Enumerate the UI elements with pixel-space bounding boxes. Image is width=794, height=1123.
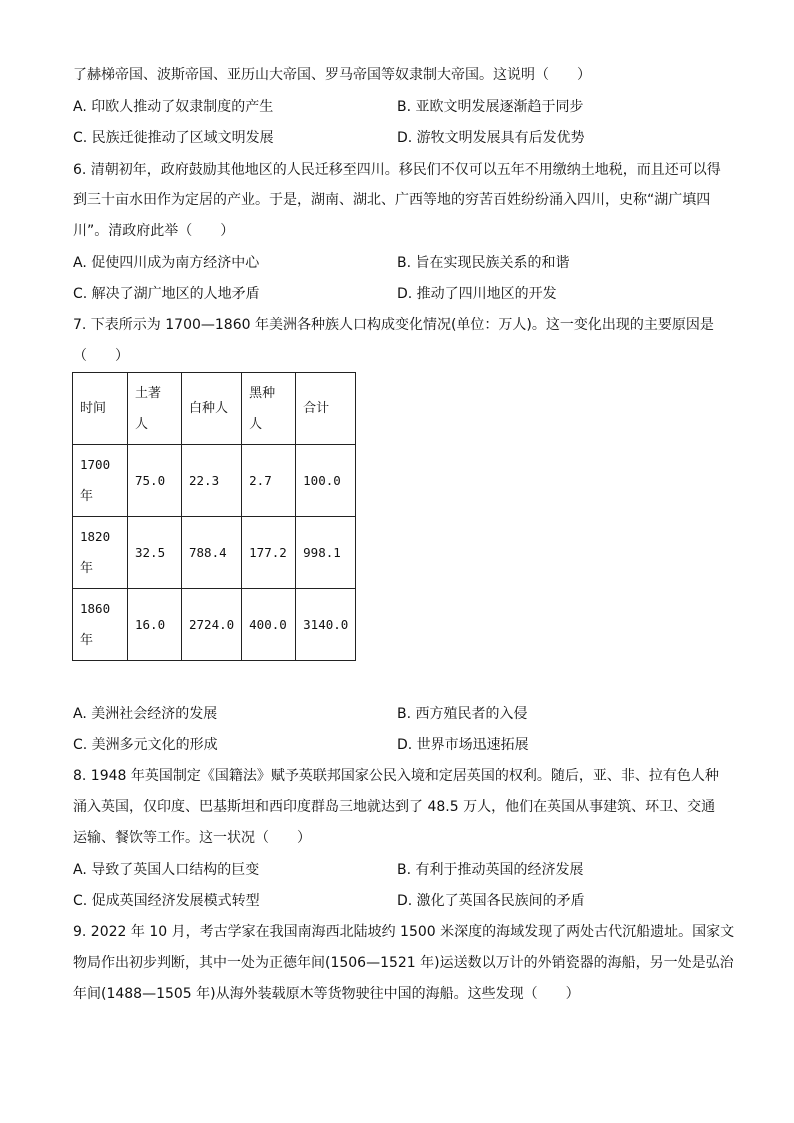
q5-option-c[interactable]: C. 民族迁徙推动了区域文明发展: [73, 130, 274, 146]
table-cell: 2724.0: [182, 589, 242, 661]
table-row: [73, 589, 356, 661]
q8-option-c[interactable]: C. 促成英国经济发展模式转型: [73, 893, 260, 909]
q7-stem-line-2: （ ）: [73, 348, 129, 364]
table-cell: 400.0: [242, 589, 296, 661]
q5-option-a[interactable]: A. 印欧人推动了奴隶制度的产生: [73, 99, 274, 115]
table-header-cell: 时间: [73, 373, 128, 445]
table-cell: 22.3: [182, 445, 242, 517]
table-header-cell: 白种人: [182, 373, 242, 445]
q6-option-b[interactable]: B. 旨在实现民族关系的和谐: [397, 255, 570, 271]
table-cell: 16.0: [128, 589, 182, 661]
q6-stem-line-2: 到三十亩水田作为定居的产业。于是，湖南、湖北、广西等地的穷苦百姓纷纷涌入四川，史称“湖广填四: [73, 192, 711, 208]
table-header-cell: 土著 人: [128, 373, 182, 445]
q7-option-d[interactable]: D. 世界市场迅速拓展: [397, 737, 529, 753]
table-cell: 177.2: [242, 517, 296, 589]
q8-option-a[interactable]: A. 导致了英国人口结构的巨变: [73, 862, 260, 878]
table-header-row: [73, 373, 356, 445]
q6-stem-line-1: 6. 清朝初年，政府鼓励其他地区的人民迁移至四川。移民们不仅可以五年不用缴纳土地税，而且还可以得: [73, 162, 721, 178]
table-cell: 75.0: [128, 445, 182, 517]
q6-option-a[interactable]: A. 促使四川成为南方经济中心: [73, 255, 260, 271]
table-cell-year: 1860 年: [73, 589, 128, 661]
table-cell: 2.7: [242, 445, 296, 517]
table-row: [73, 445, 356, 517]
table-cell: 100.0: [296, 445, 356, 517]
table-cell: 3140.0: [296, 589, 356, 661]
q8-stem-line-2: 涌入英国，仅印度、巴基斯坦和西印度群岛三地就达到了 48.5 万人，他们在英国从事建筑、环卫、交通: [73, 799, 716, 815]
table-cell-year: 1700 年: [73, 445, 128, 517]
table-cell: 788.4: [182, 517, 242, 589]
q6-stem-line-3: 川”。清政府此举（ ）: [73, 223, 235, 239]
q8-option-b[interactable]: B. 有利于推动英国的经济发展: [397, 862, 584, 878]
q7-option-a[interactable]: A. 美洲社会经济的发展: [73, 706, 218, 722]
population-table: [72, 372, 356, 661]
table-cell-year: 1820 年: [73, 517, 128, 589]
q7-option-b[interactable]: B. 西方殖民者的入侵: [397, 706, 528, 722]
q5-option-b[interactable]: B. 亚欧文明发展逐渐趋于同步: [397, 99, 584, 115]
q8-stem-line-1: 8. 1948 年英国制定《国籍法》赋予英联邦国家公民入境和定居英国的权利。随后，亚、非、拉有色人种: [73, 768, 719, 784]
q9-stem-line-2: 物局作出初步判断，其中一处为正德年间(1506—1521 年)运送数以万计的外销瓷器的海船，另一处是弘治: [73, 955, 734, 971]
q8-option-d[interactable]: D. 激化了英国各民族间的矛盾: [397, 893, 585, 909]
q9-stem-line-3: 年间(1488—1505 年)从海外装载原木等货物驶往中国的海船。这些发现（ ）: [73, 986, 580, 1002]
table-cell: 998.1: [296, 517, 356, 589]
q6-option-d[interactable]: D. 推动了四川地区的开发: [397, 286, 557, 302]
table-cell: 32.5: [128, 517, 182, 589]
q5-option-d[interactable]: D. 游牧文明发展具有后发优势: [397, 130, 585, 146]
q9-stem-line-1: 9. 2022 年 10 月，考古学家在我国南海西北陆坡约 1500 米深度的海域发现了两处古代沉船遗址。国家文: [73, 924, 735, 940]
q5-stem-continued: 了赫梯帝国、波斯帝国、亚历山大帝国、罗马帝国等奴隶制大帝国。这说明（ ）: [73, 67, 591, 83]
q7-stem-line-1: 7. 下表所示为 1700—1860 年美洲各种族人口构成变化情况(单位：万人)。这一变化出现的主要原因是: [73, 317, 714, 333]
table-header-cell: 合计: [296, 373, 356, 445]
table-row: [73, 517, 356, 589]
q8-stem-line-3: 运输、餐饮等工作。这一状况（ ）: [73, 830, 311, 846]
q6-option-c[interactable]: C. 解决了湖广地区的人地矛盾: [73, 286, 260, 302]
q7-option-c[interactable]: C. 美洲多元文化的形成: [73, 737, 218, 753]
table-header-cell: 黑种 人: [242, 373, 296, 445]
